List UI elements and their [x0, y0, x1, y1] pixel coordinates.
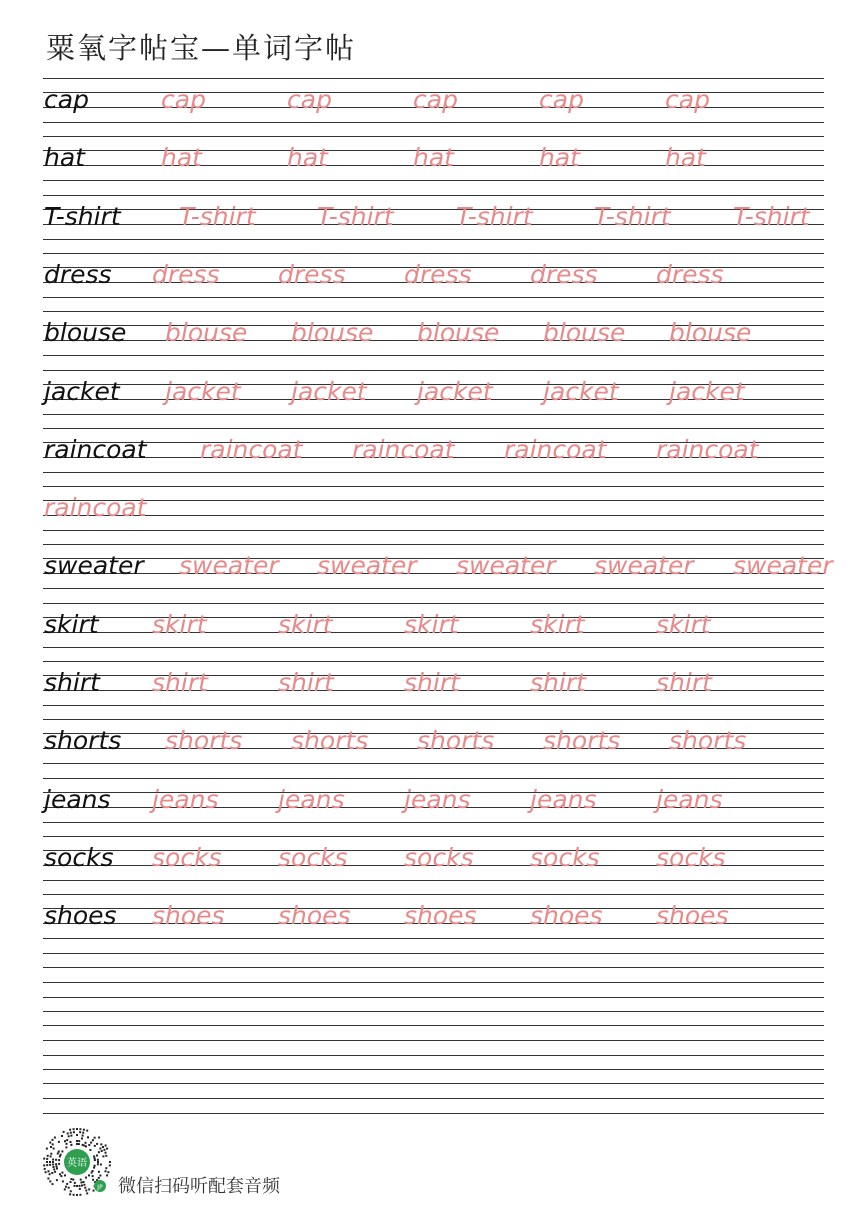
trace-word: shirt: [404, 668, 460, 697]
trace-word: jeans: [530, 785, 597, 814]
trace-word: cap: [413, 85, 458, 114]
trace-word: jacket: [543, 377, 619, 406]
model-word: hat: [44, 143, 85, 172]
trace-word: jacket: [417, 377, 493, 406]
trace-word: sweater: [594, 551, 694, 580]
audio-caption: 微信扫码听配套音频: [118, 1176, 280, 1197]
trace-word: shorts: [291, 726, 369, 755]
trace-word: jacket: [291, 377, 367, 406]
trace-word: jeans: [404, 785, 471, 814]
trace-word: skirt: [152, 610, 207, 639]
trace-word: hat: [665, 143, 706, 172]
trace-word: skirt: [530, 610, 585, 639]
trace-word: cap: [287, 85, 332, 114]
model-word: blouse: [44, 318, 127, 347]
trace-word: dress: [404, 260, 472, 289]
trace-word: shirt: [152, 668, 208, 697]
model-word: skirt: [44, 610, 99, 639]
trace-word: hat: [539, 143, 580, 172]
trace-word: T-shirt: [456, 202, 533, 231]
model-word: dress: [44, 260, 112, 289]
trace-word: shirt: [278, 668, 334, 697]
trace-word: skirt: [278, 610, 333, 639]
trace-word: cap: [665, 85, 710, 114]
trace-word: blouse: [291, 318, 374, 347]
trace-word: jacket: [669, 377, 745, 406]
trace-word: shoes: [152, 901, 225, 930]
trace-word: dress: [656, 260, 724, 289]
model-word: jacket: [44, 377, 120, 406]
trace-word: hat: [287, 143, 328, 172]
trace-word: raincoat: [44, 493, 147, 522]
model-word: T-shirt: [44, 202, 121, 231]
model-word: cap: [44, 85, 89, 114]
trace-word: cap: [161, 85, 206, 114]
trace-word: raincoat: [352, 435, 455, 464]
trace-word: dress: [152, 260, 220, 289]
trace-word: T-shirt: [317, 202, 394, 231]
trace-word: raincoat: [504, 435, 607, 464]
trace-word: jeans: [278, 785, 345, 814]
trace-word: hat: [161, 143, 202, 172]
model-word: socks: [44, 843, 114, 872]
trace-word: skirt: [404, 610, 459, 639]
trace-word: sweater: [456, 551, 556, 580]
trace-word: T-shirt: [179, 202, 256, 231]
trace-word: sweater: [733, 551, 833, 580]
trace-word: shoes: [530, 901, 603, 930]
model-word: shoes: [44, 901, 117, 930]
trace-word: shorts: [669, 726, 747, 755]
trace-word: shorts: [417, 726, 495, 755]
trace-word: hat: [413, 143, 454, 172]
trace-word: socks: [530, 843, 600, 872]
model-word: sweater: [44, 551, 144, 580]
trace-word: socks: [278, 843, 348, 872]
model-word: shirt: [44, 668, 100, 697]
qr-corner-text: JP: [97, 1184, 103, 1191]
trace-word: sweater: [317, 551, 417, 580]
trace-word: sweater: [179, 551, 279, 580]
trace-word: T-shirt: [733, 202, 810, 231]
trace-word: jeans: [656, 785, 723, 814]
trace-word: shoes: [656, 901, 729, 930]
qr-code-icon[interactable]: [42, 1127, 112, 1197]
trace-word: shoes: [404, 901, 477, 930]
trace-word: socks: [404, 843, 474, 872]
page-title: 粟氧字帖宝—单词字帖: [46, 31, 357, 65]
trace-word: blouse: [165, 318, 248, 347]
trace-word: dress: [530, 260, 598, 289]
model-word: shorts: [44, 726, 122, 755]
trace-word: shirt: [530, 668, 586, 697]
trace-word: shorts: [543, 726, 621, 755]
trace-word: shirt: [656, 668, 712, 697]
model-word: raincoat: [44, 435, 147, 464]
trace-word: T-shirt: [594, 202, 671, 231]
trace-word: blouse: [669, 318, 752, 347]
qr-badge-text: 英语: [67, 1158, 87, 1169]
trace-word: blouse: [417, 318, 500, 347]
trace-word: skirt: [656, 610, 711, 639]
trace-word: cap: [539, 85, 584, 114]
trace-word: jeans: [152, 785, 219, 814]
trace-word: socks: [656, 843, 726, 872]
trace-word: shoes: [278, 901, 351, 930]
trace-word: socks: [152, 843, 222, 872]
trace-word: raincoat: [656, 435, 759, 464]
trace-word: dress: [278, 260, 346, 289]
trace-word: raincoat: [200, 435, 303, 464]
trace-word: shorts: [165, 726, 243, 755]
trace-word: blouse: [543, 318, 626, 347]
trace-word: jacket: [165, 377, 241, 406]
model-word: jeans: [44, 785, 111, 814]
